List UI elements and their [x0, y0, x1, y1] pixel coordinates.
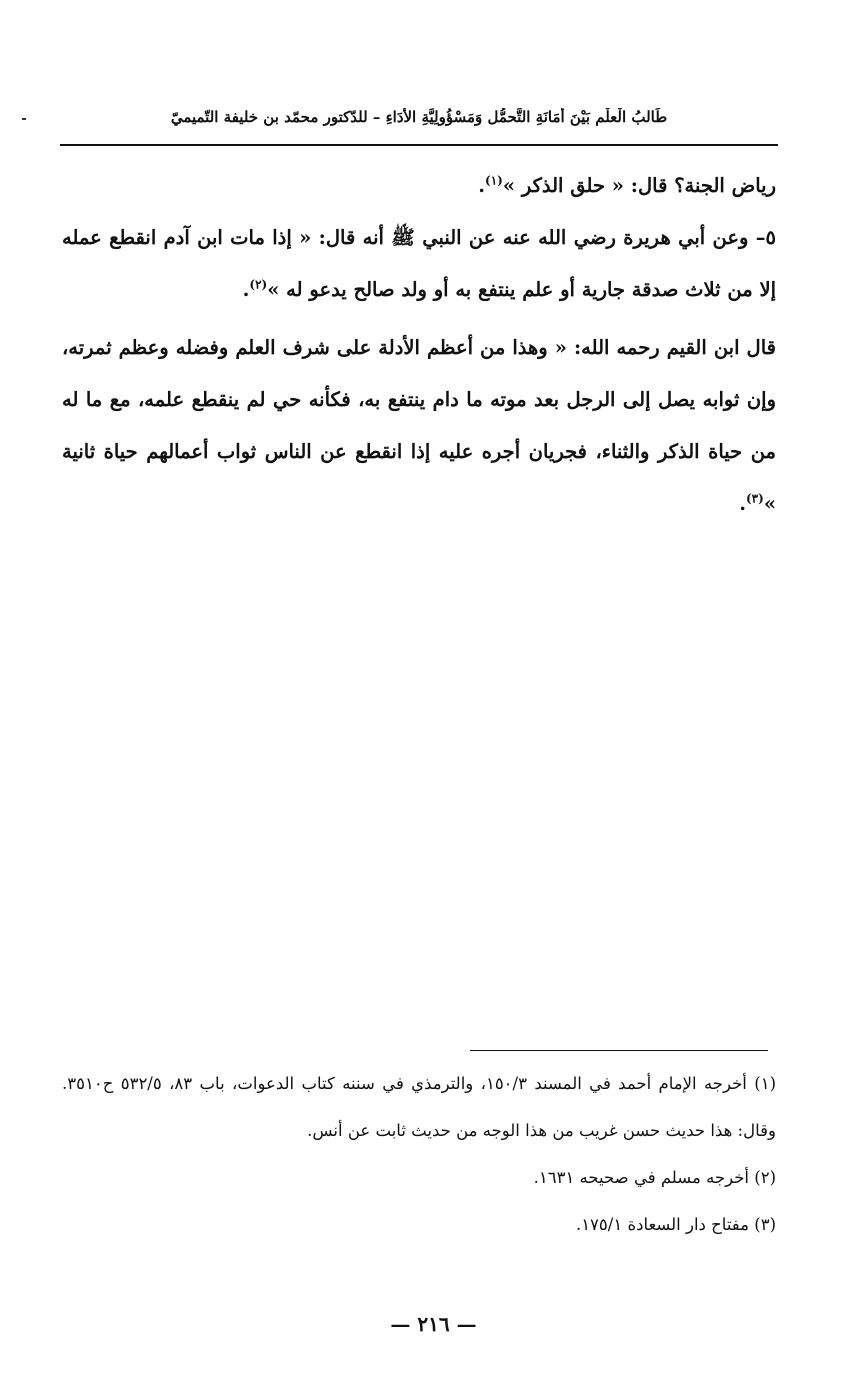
- paragraph-hadith-5-end: .: [242, 278, 250, 301]
- paragraph-1-text: رياض الجنة؟ قال: « حلق الذكر »: [502, 174, 776, 197]
- footnotes: [62, 1060, 776, 1248]
- footnote-3: (٣) مفتاح دار السعادة ١٧٥/١.: [575, 1215, 776, 1234]
- scan-mark: [22, 118, 26, 120]
- footnote-1: (١) أخرجه الإمام أحمد في المسند ١٥٠/٣، والترمذي في سننه كتاب الدعوات، باب ٨٣، ٥٣٢/٥ ح٣٥١٠. وقال: هذا حديث حسن غريب من هذا الوجه من حديث ثابت عن أنس.: [62, 1074, 776, 1140]
- footnote-separator: [470, 1050, 768, 1051]
- main-text: [62, 160, 776, 530]
- page-number: — ٢١٦ —: [390, 1312, 477, 1336]
- paragraph-line-1: [62, 160, 776, 212]
- footnote-ref-1[interactable]: (١): [485, 173, 503, 188]
- footnote-ref-2[interactable]: (٢): [249, 277, 268, 292]
- paragraph-1-end: .: [478, 174, 486, 197]
- footnote-2: (٢) أخرجه مسلم في صحيحه ١٦٣١.: [533, 1168, 776, 1187]
- paragraph-ibn-qayyim: [62, 322, 776, 530]
- paragraph-ibn-qayyim-end: .: [739, 492, 746, 515]
- running-header: طَالبُ الْعلْمِ بَيْنَ أَمَانَةِ التَّحمُّل وَمَسْؤُولِيَّةِ الأَدَاءِ – للدّكتور محمّد بن خليفة التّميميّ: [170, 108, 668, 126]
- footnote-ref-3[interactable]: (٣): [745, 491, 764, 506]
- paragraph-hadith-5: [62, 212, 776, 316]
- paragraph-hadith-5-text: ٥– وعن أبي هريرة رضي الله عنه عن النبي ﷺ أنه قال: « إذا مات ابن آدم انقطع عمله إلا من ثلاث صدقة جارية أو علم ينتفع به أو ولد صالح يدعو له »: [62, 226, 776, 301]
- header-rule: [60, 144, 778, 146]
- paragraph-ibn-qayyim-text: قال ابن القيم رحمه الله: « وهذا من أعظم الأدلة على شرف العلم وفضله وعظم ثمرته، وإن ثوابه يصل إلى الرجل بعد موته ما دام ينتفع به، فكأنه حي لم ينقطع علمه، مع ما له من حياة الذكر والثناء، فجريان أجره عليه إذا انقطع عن الناس ثواب أعمالهم حياة ثانية »: [62, 336, 776, 515]
